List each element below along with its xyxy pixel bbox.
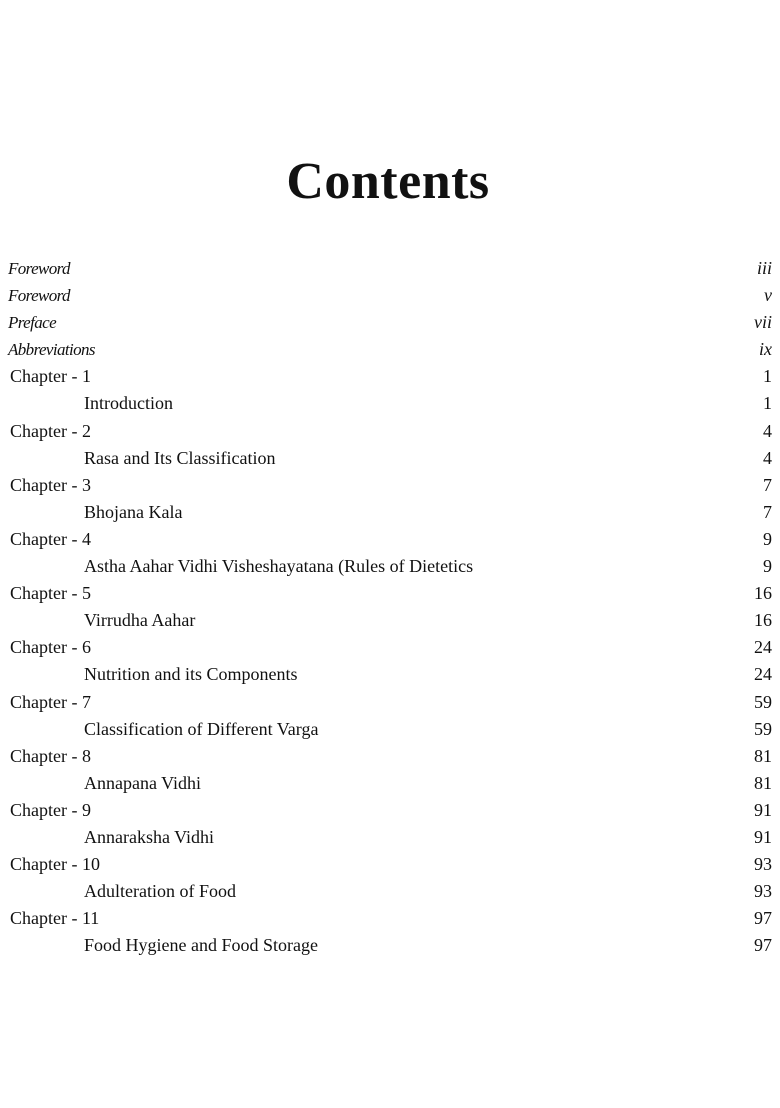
toc-entry-chapter bbox=[0, 418, 780, 445]
toc-entry-sub bbox=[0, 824, 780, 851]
toc-entry-chapter bbox=[0, 743, 780, 770]
toc-entry-label: Chapter - 8 bbox=[10, 745, 91, 766]
toc-entry-chapter bbox=[0, 634, 780, 661]
toc-entry-label: Virrudha Aahar bbox=[84, 610, 196, 631]
toc-entry-sub bbox=[0, 553, 780, 580]
toc-entry-label: Annapana Vidhi bbox=[84, 772, 202, 793]
toc-entry-page-number: 97 bbox=[754, 908, 772, 929]
toc-entry-sub bbox=[0, 878, 780, 905]
toc-entry-label: Chapter - 5 bbox=[10, 583, 91, 604]
toc-entry-chapter bbox=[0, 363, 780, 390]
toc-entry-front bbox=[0, 309, 780, 336]
toc-entry-sub bbox=[0, 499, 780, 526]
toc-entry-label: Chapter - 11 bbox=[10, 908, 100, 929]
toc-entry-front bbox=[0, 255, 780, 282]
toc-entry-page-number: 97 bbox=[754, 935, 772, 956]
toc-entry-front bbox=[0, 336, 780, 363]
toc-entry-label: Chapter - 2 bbox=[10, 420, 91, 441]
toc-entry-front bbox=[0, 282, 780, 309]
toc-entry-page-number: 7 bbox=[763, 474, 772, 495]
toc-entry-label: Foreword bbox=[8, 286, 70, 306]
toc-entry-page-number: 1 bbox=[763, 366, 772, 387]
toc-entry-chapter bbox=[0, 797, 780, 824]
toc-entry-sub bbox=[0, 607, 780, 634]
toc-entry-label: Chapter - 3 bbox=[10, 474, 91, 495]
toc-entry-label: Chapter - 10 bbox=[10, 854, 100, 875]
toc-entry-label: Chapter - 9 bbox=[10, 799, 91, 820]
toc-entry-page-number: ix bbox=[759, 339, 772, 360]
toc-entry-label: Classification of Different Varga bbox=[84, 718, 319, 739]
toc-entry-label: Astha Aahar Vidhi Visheshayatana (Rules of Dietetics bbox=[84, 556, 474, 577]
toc-entry-page-number: 24 bbox=[754, 664, 772, 685]
toc-entry-page-number: 81 bbox=[754, 745, 772, 766]
toc-entry-page-number: 4 bbox=[763, 447, 772, 468]
toc-entry-page-number: 59 bbox=[754, 691, 772, 712]
toc-entry-sub bbox=[0, 445, 780, 472]
toc-entry-page-number: 24 bbox=[754, 637, 772, 658]
toc-entry-chapter bbox=[0, 689, 780, 716]
toc-entry-page-number: 9 bbox=[763, 556, 772, 577]
toc-entry-page-number: 91 bbox=[754, 799, 772, 820]
toc-entry-label: Foreword bbox=[8, 259, 70, 278]
toc-entry-chapter bbox=[0, 580, 780, 607]
toc-entry-sub bbox=[0, 390, 780, 417]
toc-entry-page-number: 4 bbox=[763, 420, 772, 441]
toc-entry-label: Annaraksha Vidhi bbox=[84, 826, 215, 847]
toc-entry-sub bbox=[0, 932, 780, 959]
toc-entry-label: Chapter - 6 bbox=[10, 637, 91, 658]
toc-entry-label: Preface bbox=[8, 313, 57, 333]
toc-entry-page-number: 16 bbox=[754, 610, 772, 631]
toc-entry-label: Introduction bbox=[84, 393, 173, 414]
toc-entry-page-number: 1 bbox=[763, 393, 772, 414]
toc-entry-label: Chapter - 7 bbox=[10, 691, 91, 712]
toc-entry-page-number: vii bbox=[754, 312, 772, 333]
toc-entry-page-number: 81 bbox=[754, 772, 772, 793]
table-of-contents bbox=[0, 255, 780, 959]
toc-entry-label: Abbreviations bbox=[8, 340, 95, 360]
page-title: Contents bbox=[286, 153, 490, 210]
toc-entry-chapter bbox=[0, 526, 780, 553]
toc-entry-sub bbox=[0, 770, 780, 797]
toc-entry-label: Chapter - 1 bbox=[10, 366, 91, 387]
toc-entry-chapter bbox=[0, 472, 780, 499]
toc-entry-label: Chapter - 4 bbox=[10, 528, 91, 549]
toc-entry-page-number: v bbox=[764, 285, 772, 306]
toc-entry-label: Nutrition and its Components bbox=[84, 664, 298, 685]
toc-entry-page-number: 93 bbox=[754, 881, 772, 902]
toc-entry-chapter bbox=[0, 905, 780, 932]
toc-entry-page-number: 7 bbox=[763, 501, 772, 522]
toc-entry-label: Rasa and Its Classification bbox=[84, 447, 276, 468]
toc-entry-sub bbox=[0, 716, 780, 743]
toc-entry-page-number: 59 bbox=[754, 718, 772, 739]
toc-entry-page-number: 9 bbox=[763, 528, 772, 549]
toc-entry-sub bbox=[0, 661, 780, 688]
toc-entry-page-number: 93 bbox=[754, 854, 772, 875]
toc-entry-label: Bhojana Kala bbox=[84, 501, 183, 522]
toc-entry-page-number: 91 bbox=[754, 826, 772, 847]
toc-entry-page-number: 16 bbox=[754, 583, 772, 604]
toc-entry-chapter bbox=[0, 851, 780, 878]
toc-entry-page-number: iii bbox=[756, 258, 772, 278]
toc-entry-label: Adulteration of Food bbox=[84, 881, 236, 902]
toc-entry-label: Food Hygiene and Food Storage bbox=[84, 935, 318, 956]
